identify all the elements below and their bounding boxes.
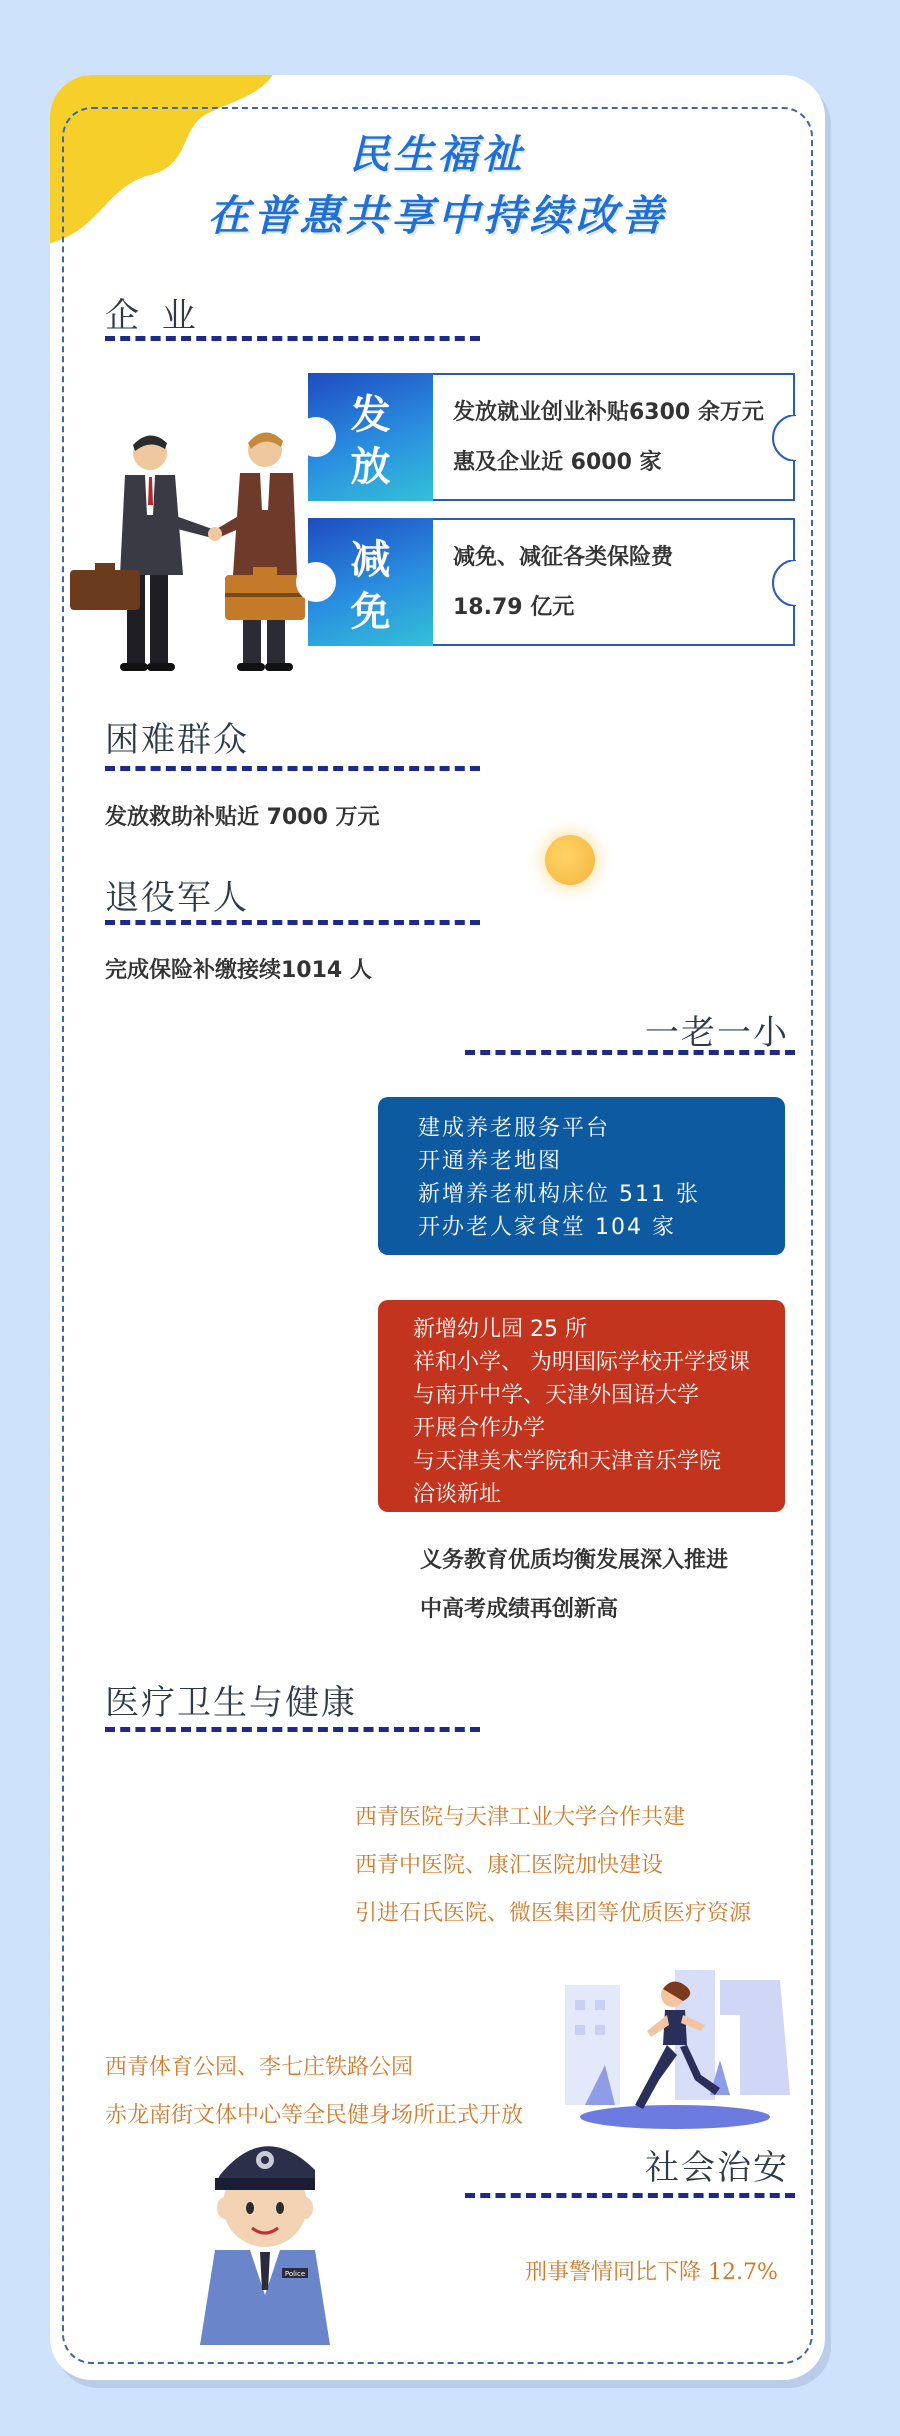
ticket-label-block [308,373,433,501]
education-line-1: 义务教育优质均衡发展深入推进 [420,1548,729,1573]
section-underline [465,2193,795,2198]
fitness-item: 赤龙南街文体中心等全民健身场所正式开放 [105,2103,524,2128]
section-underline [105,336,480,341]
section-underline [105,766,480,771]
child-line: 新增幼儿园 25 所 [413,1317,587,1342]
child-line: 与天津美术学院和天津音乐学院 [413,1449,722,1474]
security-text: 刑事警情同比下降 12.7% [525,2260,778,2285]
fitness-item: 西青体育公园、李七庄铁路公园 [105,2055,414,2080]
ticket-label-block [308,518,433,646]
child-line: 开展合作办学 [413,1416,546,1441]
ticket-reduction [308,518,795,646]
education-line-2: 中高考成绩再创新高 [420,1597,619,1622]
medical-item: 西青中医院、康汇医院加快建设 [355,1853,664,1878]
ticket-label-bottom: 放 [350,444,391,490]
needy-text: 发放救助补贴近 7000 万元 [105,805,380,830]
ticket-scallop [750,560,796,606]
police-officer-illustration [190,2120,340,2345]
infographic-card [50,75,825,2380]
medical-item: 西青医院与天津工业大学合作共建 [355,1805,686,1830]
elder-care-box [378,1097,785,1255]
section-underline [105,920,480,925]
ticket-body [433,373,795,501]
police-badge-text: Police [284,2270,306,2278]
ticket-notch [296,562,336,602]
section-title-needy: 困难群众 [105,720,249,760]
ticket-body [433,518,795,646]
child-line: 与南开中学、天津外国语大学 [413,1383,700,1408]
medical-item: 引进石氏医院、微医集团等优质医疗资源 [355,1901,752,1926]
section-title-veterans: 退役军人 [105,878,249,918]
elder-line: 新增养老机构床位 511 张 [418,1182,700,1207]
section-title-medical: 医疗卫生与健康 [105,1683,357,1723]
section-title-elder-child: 一老一小 [645,1013,789,1053]
ticket-scallop [750,415,796,461]
section-title-enterprise: 企 业 [105,296,202,336]
ticket-label-top: 减 [350,537,391,583]
sun-decoration [545,835,595,885]
title-line-2: 在普惠共享中持续改善 [207,191,668,240]
elder-line: 建成养老服务平台 [418,1116,611,1141]
elder-line: 开通养老地图 [418,1149,563,1174]
ticket-line-2: 18.79 亿元 [453,595,575,620]
child-line: 洽谈新址 [413,1482,502,1507]
ticket-label-bottom: 免 [350,589,391,635]
elder-line: 开办老人家食堂 104 家 [418,1215,676,1240]
child-line: 祥和小学、 为明国际学校开学授课 [413,1350,750,1375]
ticket-label-top: 发 [350,392,391,438]
ticket-issue [308,373,795,501]
handshake-illustration [65,405,325,675]
title-line-1: 民生福祉 [349,132,526,178]
runner-illustration [555,1955,800,2150]
section-underline [105,1727,480,1732]
ticket-notch [296,417,336,457]
section-underline [465,1050,795,1055]
ticket-line-1: 减免、减征各类保险费 [453,545,674,570]
ticket-line-1: 发放就业创业补贴6300 余万元 [453,400,764,425]
veterans-text: 完成保险补缴接续1014 人 [105,958,372,983]
child-education-box [378,1300,785,1512]
ticket-line-2: 惠及企业近 6000 家 [453,450,662,475]
section-title-security: 社会治安 [645,2148,789,2188]
